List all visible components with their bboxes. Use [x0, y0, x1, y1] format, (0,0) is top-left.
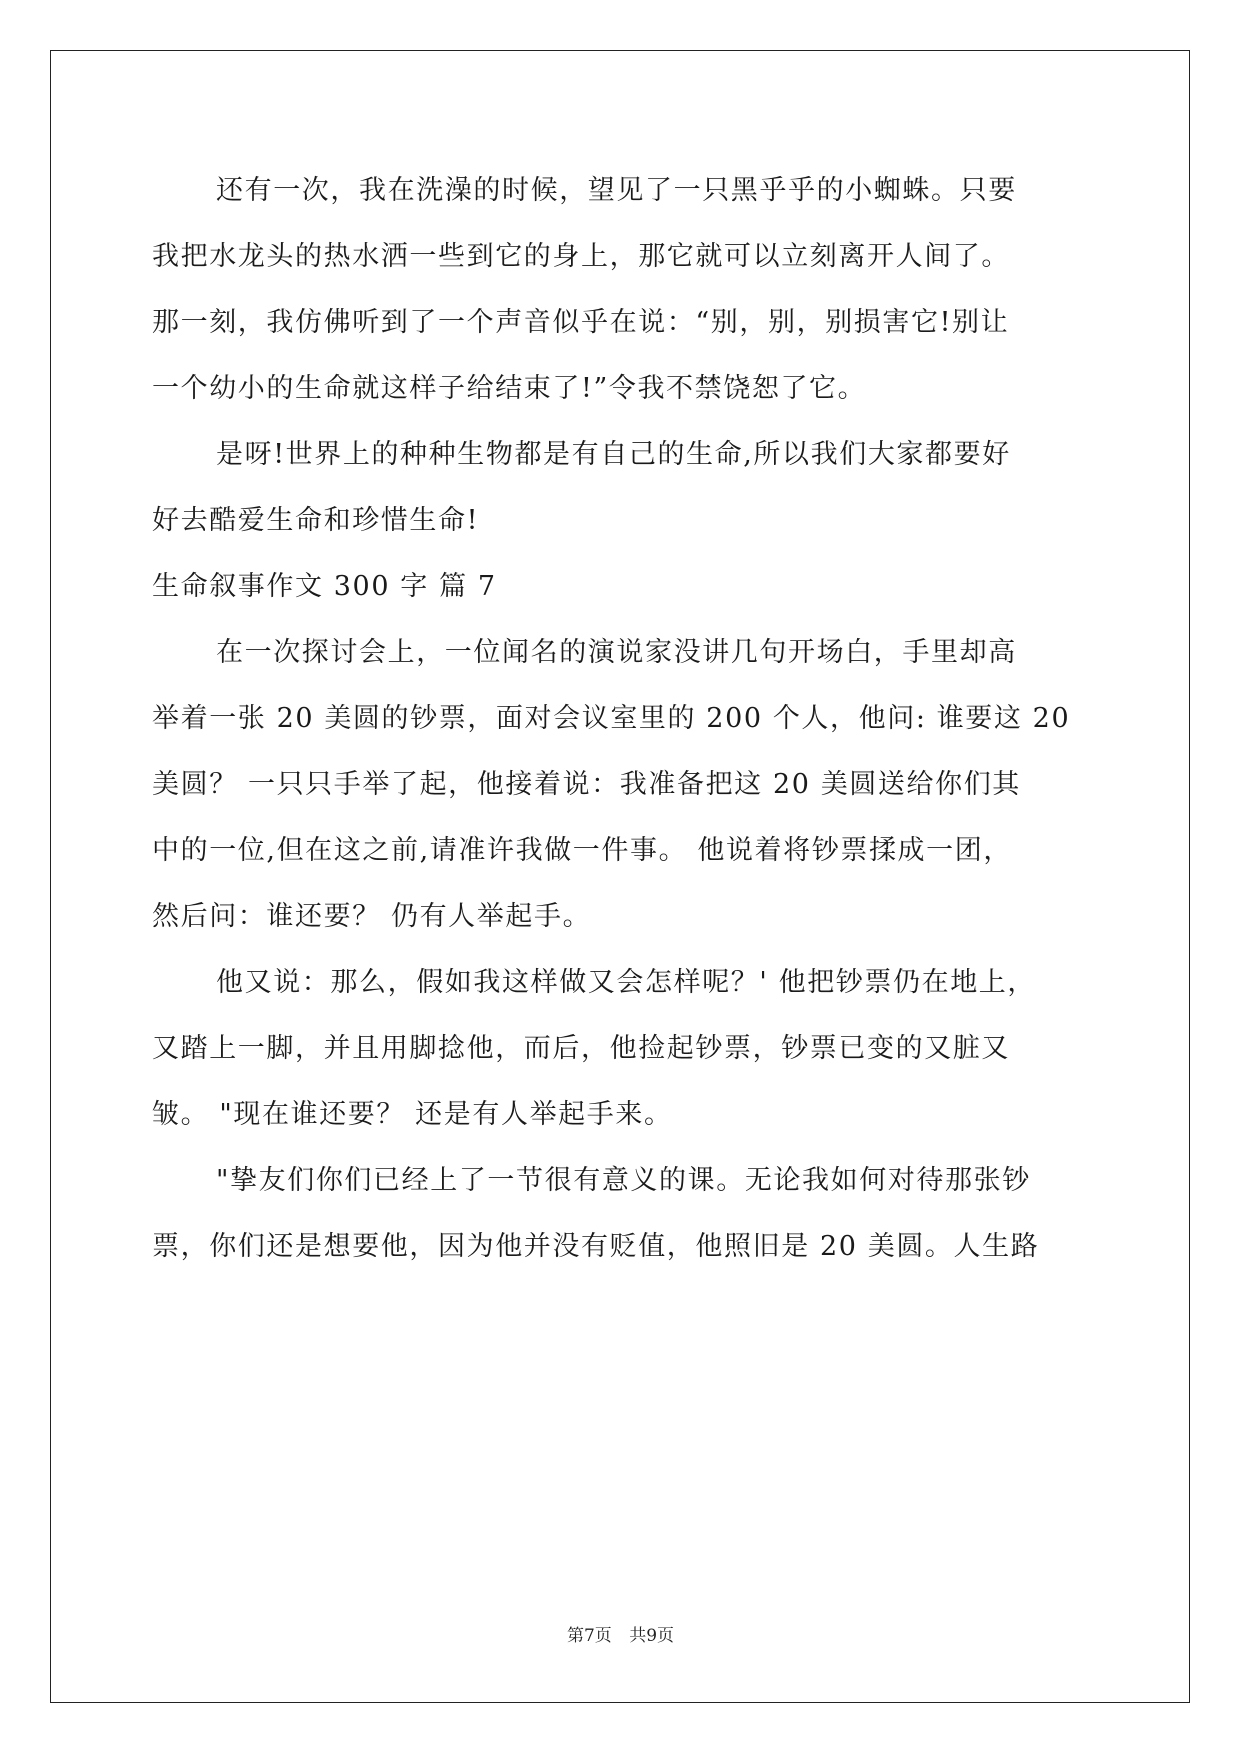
- total-pages: 共9页: [629, 1626, 675, 1646]
- paragraph-line: 又踏上一脚，并且用脚捻他，而后，他捡起钞票，钞票已变的又脏又: [152, 1033, 1010, 1064]
- section-heading: 生命叙事作文 300 字 篇 7: [152, 571, 497, 602]
- paragraph-line: 我把水龙头的热水洒一些到它的身上，那它就可以立刻离开人间了。: [152, 241, 1010, 272]
- paragraph-line: 美圆？ 一只只手举了起，他接着说：我准备把这 20 美圆送给你们其: [152, 769, 1021, 800]
- paragraph-line: 他又说：那么，假如我这样做又会怎样呢？' 他把钞票仍在地上，: [216, 967, 1037, 998]
- page-number: 第7页: [566, 1626, 612, 1646]
- paragraph-line: 在一次探讨会上，一位闻名的演说家没讲几句开场白，手里却高: [216, 637, 1017, 668]
- paragraph-line: 中的一位,但在这之前,请准许我做一件事。 他说着将钞票揉成一团，: [152, 835, 1012, 866]
- paragraph-line: 好去酷爱生命和珍惜生命!: [152, 505, 480, 536]
- paragraph-line: 然后问：谁还要？ 仍有人举起手。: [152, 901, 592, 932]
- document-body: [152, 158, 1089, 1280]
- paragraph-line: 票，你们还是想要他，因为他并没有贬值，他照旧是 20 美圆。人生路: [152, 1231, 1040, 1262]
- page-footer: [0, 1621, 1241, 1646]
- paragraph-line: 举着一张 20 美圆的钞票，面对会议室里的 200 个人，他问: 谁要这 20: [152, 703, 1071, 734]
- paragraph-line: 是呀!世界上的种种生物都是有自己的生命,所以我们大家都要好: [216, 439, 1011, 470]
- paragraph-line: "挚友们你们已经上了一节很有意义的课。无论我如何对待那张钞: [216, 1165, 1031, 1196]
- paragraph-line: 皱。 "现在谁还要？ 还是有人举起手来。: [152, 1099, 673, 1130]
- paragraph-line: 那一刻，我仿佛听到了一个声音似乎在说：“别，别，别损害它!别让: [152, 307, 1010, 338]
- paragraph-line: 一个幼小的生命就这样子给结束了!”令我不禁饶恕了它。: [152, 373, 867, 404]
- paragraph-line: 还有一次，我在洗澡的时候，望见了一只黑乎乎的小蜘蛛。只要: [216, 175, 1017, 206]
